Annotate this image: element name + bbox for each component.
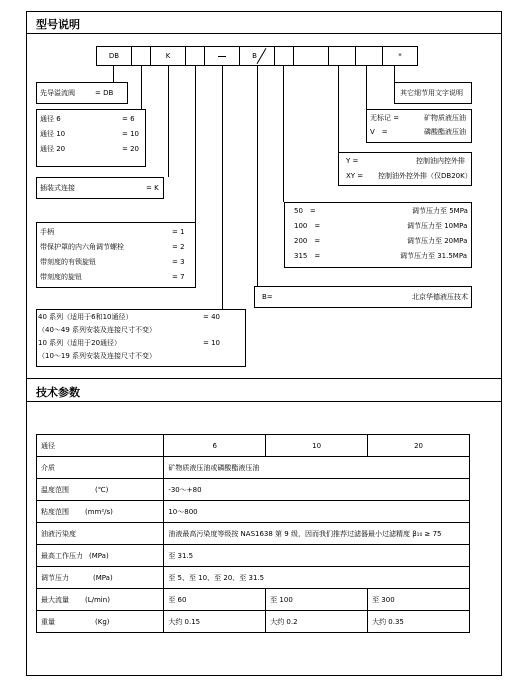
table-row [37, 611, 470, 633]
table-row [37, 545, 470, 567]
spec-unit: (MPa) [89, 551, 109, 560]
table-row [37, 523, 470, 545]
spec-label [37, 589, 164, 611]
divider [26, 401, 502, 402]
code-cell-seal [328, 46, 356, 66]
spec-cell: 至 31.5 [164, 545, 470, 567]
size-code: = 20 [122, 145, 139, 153]
other-label: 其它细节用文字说明 [400, 89, 463, 97]
spec-unit: (℃) [95, 485, 109, 494]
seal-mark: V = [370, 128, 388, 136]
pressure-mark: 50 = [294, 207, 316, 215]
spec-cell: 至 5、至 10、至 20、至 31.5 [164, 567, 470, 589]
adjust-code: = 3 [172, 258, 185, 266]
seal-desc: 磷酸酯液压油 [424, 128, 466, 136]
spec-cell: 至 300 [368, 589, 470, 611]
seal-mark: 无标记 = [370, 114, 400, 122]
table-row [37, 435, 470, 457]
spec-cell: 大约 0.2 [266, 611, 368, 633]
model-section-title: 型号说明 [36, 18, 80, 31]
pressure-mark: 315 = [294, 252, 321, 260]
table-row [37, 501, 470, 523]
spec-label-text: 粘度范围 [41, 507, 69, 516]
spec-section-title: 技术参数 [36, 386, 80, 399]
code-cell-size [131, 46, 151, 66]
spec-cell: 大约 0.15 [164, 611, 266, 633]
divider [26, 33, 502, 34]
spec-label: 通径 [37, 435, 164, 457]
pressure-desc: 调节压力至 31.5MPa [400, 252, 468, 260]
mount-label: 插装式连接 [40, 184, 75, 192]
code-cell-dash [204, 46, 240, 66]
connector [338, 66, 339, 152]
spec-label-text: 温度范围 [41, 485, 69, 494]
series-label: （10～19 系列安装及连接尺寸不变） [38, 352, 157, 360]
table-row [37, 567, 470, 589]
spec-unit: (mm²/s) [85, 507, 113, 516]
adjust-code: = 1 [172, 228, 185, 236]
code-b-label: B [252, 52, 257, 60]
spec-cell: 至 60 [164, 589, 266, 611]
pressure-mark: 200 = [294, 237, 321, 245]
spec-label [37, 545, 164, 567]
connector [222, 66, 223, 309]
connector [394, 66, 395, 82]
spec-label [37, 567, 164, 589]
connector [257, 66, 258, 286]
code-cell-star: * [382, 46, 418, 66]
b-mark: B= [262, 293, 273, 301]
spec-cell: 10～800 [164, 501, 470, 523]
oil-desc: 控制油内控外排 [416, 157, 465, 165]
series-label: 10 系列（适用于20通径） [38, 339, 122, 347]
code-cell-oil [293, 46, 329, 66]
seal-desc: 矿物质液压油 [424, 114, 466, 122]
spec-label-text: 最大流量 [41, 595, 69, 604]
b-desc: 北京华德液压技术 [412, 293, 468, 301]
series-code: = 40 [203, 313, 220, 321]
size-label: 通径 6 [40, 115, 61, 123]
code-cell-k: K [150, 46, 186, 66]
oil-desc: 控制油外控外排（仅DB20K） [378, 172, 472, 180]
divider [26, 378, 502, 379]
spec-label: 介质 [37, 457, 164, 479]
connector [168, 66, 169, 177]
pressure-desc: 调节压力至 20MPa [407, 237, 468, 245]
spec-cell: 矿物质液压油或磷酸酯液压油 [164, 457, 470, 479]
connector [195, 66, 196, 222]
series-label: （40～49 系列安装及连接尺寸不变） [38, 326, 157, 334]
pressure-desc: 调节压力至 5MPa [412, 207, 468, 215]
size-code: = 10 [122, 130, 139, 138]
code-cell-db: DB [96, 46, 132, 66]
adjust-label: 手柄 [40, 228, 54, 236]
adjust-label: 带保护罩的内六角调节螺栓 [40, 243, 124, 251]
size-label: 通径 20 [40, 145, 66, 153]
spec-label-text: 重量 [41, 617, 55, 626]
size-code: = 6 [122, 115, 135, 123]
spec-cell: 大约 0.35 [368, 611, 470, 633]
spec-label-text: 最高工作压力 [41, 551, 83, 560]
spec-label [37, 611, 164, 633]
spec-cell: 6 [164, 435, 266, 457]
table-row [37, 457, 470, 479]
connector [141, 66, 142, 109]
spec-cell: -30～+80 [164, 479, 470, 501]
oil-mark: Y = [346, 157, 359, 165]
adjust-label: 带刻度的有锁旋钮 [40, 258, 96, 266]
code-cell-adjust [185, 46, 205, 66]
spec-label [37, 479, 164, 501]
spec-table [36, 434, 470, 633]
spec-unit: (MPa) [93, 573, 113, 582]
spec-cell: 油液最高污染度等级按 NAS1638 第 9 级，因而我们推荐过滤器最小过滤精度 β₁₀ ≥ 75 [164, 523, 470, 545]
adjust-label: 带刻度的旋钮 [40, 273, 82, 281]
pilot-label: 先导溢流阀 [40, 89, 75, 97]
spec-label: 油液污染度 [37, 523, 164, 545]
pilot-code: = DB [95, 89, 114, 97]
series-label: 40 系列（适用于6和10通径） [38, 313, 133, 321]
size-label: 通径 10 [40, 130, 66, 138]
spec-label-text: 调节压力 [41, 573, 69, 582]
spec-cell: 20 [368, 435, 470, 457]
spec-label [37, 501, 164, 523]
adjust-code: = 7 [172, 273, 185, 281]
connector [113, 66, 114, 82]
oil-mark: XY = [346, 172, 364, 180]
spec-unit: (Kg) [95, 617, 110, 626]
series-code: = 10 [203, 339, 220, 347]
table-row [37, 589, 470, 611]
code-cell-b [239, 46, 275, 66]
code-cell-extra [355, 46, 383, 66]
table-row [37, 479, 470, 501]
code-cell-pressure [274, 46, 294, 66]
mount-code: = K [146, 184, 159, 192]
connector [366, 66, 367, 109]
spec-unit: (L/min) [85, 595, 110, 604]
adjust-code: = 2 [172, 243, 185, 251]
spec-cell: 10 [266, 435, 368, 457]
pressure-mark: 100 = [294, 222, 321, 230]
pressure-desc: 调节压力至 10MPa [407, 222, 468, 230]
spec-cell: 至 100 [266, 589, 368, 611]
connector [283, 66, 284, 202]
